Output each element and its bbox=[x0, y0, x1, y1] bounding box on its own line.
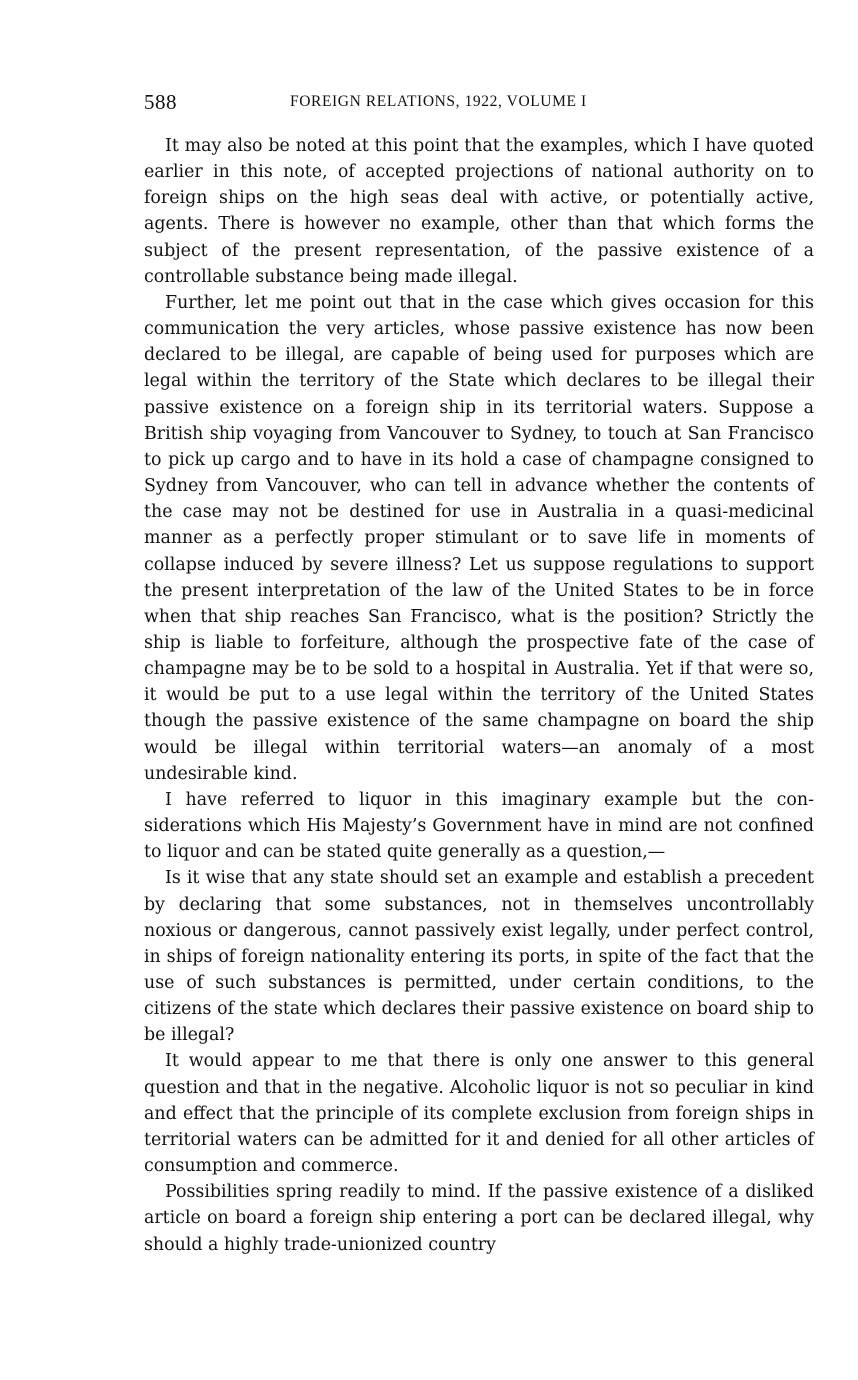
body-text bbox=[144, 133, 814, 1258]
paragraph-2: Further, let me point out that in the case which gives occasion for this communication the very articles, whose passive existence has now been declared to be illegal, are capable of being used for purposes which are legal within the territory of the State which declares to be illegal their passive existence on a foreign ship in its territorial waters. Suppose a British ship voyaging from Vancouver to Sydney, to touch at San Francisco to pick up cargo and to have in its hold a case of champagne consigned to Sydney from Vancouver, who can tell in advance whether the contents of the case may not be destined for use in Australia in a quasi-medicinal manner as a perfectly proper stimulant or to save life in moments of collapse induced by severe illness? Let us suppose regulations to support the present interpretation of the law of the United States to be in force when that ship reaches San Francisco, what is the position? Strictly the ship is liable to forfeiture, although the prospective fate of the case of champagne may be to be sold to a hospital in Australia. Yet if that were so, it would be put to a use legal within the territory of the United States though the passive existence of the same champagne on board the ship would be illegal within territorial waters—an anomaly of a most undesirable kind. bbox=[144, 292, 814, 784]
page-number: 588 bbox=[144, 90, 177, 114]
running-head: FOREIGN RELATIONS, 1922, VOLUME I bbox=[290, 93, 587, 110]
paragraph-5: It would appear to me that there is only one answer to this general question and that in the negative. Alcoholic liquor is not so peculiar in kind and effect that the principle of its complete exclusion from foreign ships in territorial waters can be admitted for it and denied for all other articles of consumption and commerce. bbox=[144, 1051, 814, 1177]
paragraph-4: Is it wise that any state should set an example and establish a precedent by declaring that some substances, not in themselves uncontrollably noxious or dangerous, cannot passively exist legally, under perfect control, in ships of foreign nationality entering its ports, in spite of the fact that the use of such substances is permitted, under certain conditions, to the citizens of the state which declares their passive existence on board ship to be illegal? bbox=[144, 868, 814, 1046]
paragraph-6: Possibilities spring readily to mind. If the passive existence of a disliked article on board a foreign ship entering a port can be declared illegal, why should a highly trade-unionized country bbox=[144, 1182, 814, 1255]
paragraph-1: It may also be noted at this point that the examples, which I have quoted earlier in this note, of accepted projections of national authority on to foreign ships on the high seas deal with active, or potentially active, agents. There is however no example, other than that which forms the subject of the present representation, of the passive existence of a controllable substance being made illegal. bbox=[144, 136, 814, 287]
paragraph-3: I have referred to liquor in this imaginary example but the considerations which His Majesty’s Government have in mind are not confined to liquor and can be stated quite generally as a question,— bbox=[144, 789, 814, 863]
page-header bbox=[144, 90, 814, 120]
